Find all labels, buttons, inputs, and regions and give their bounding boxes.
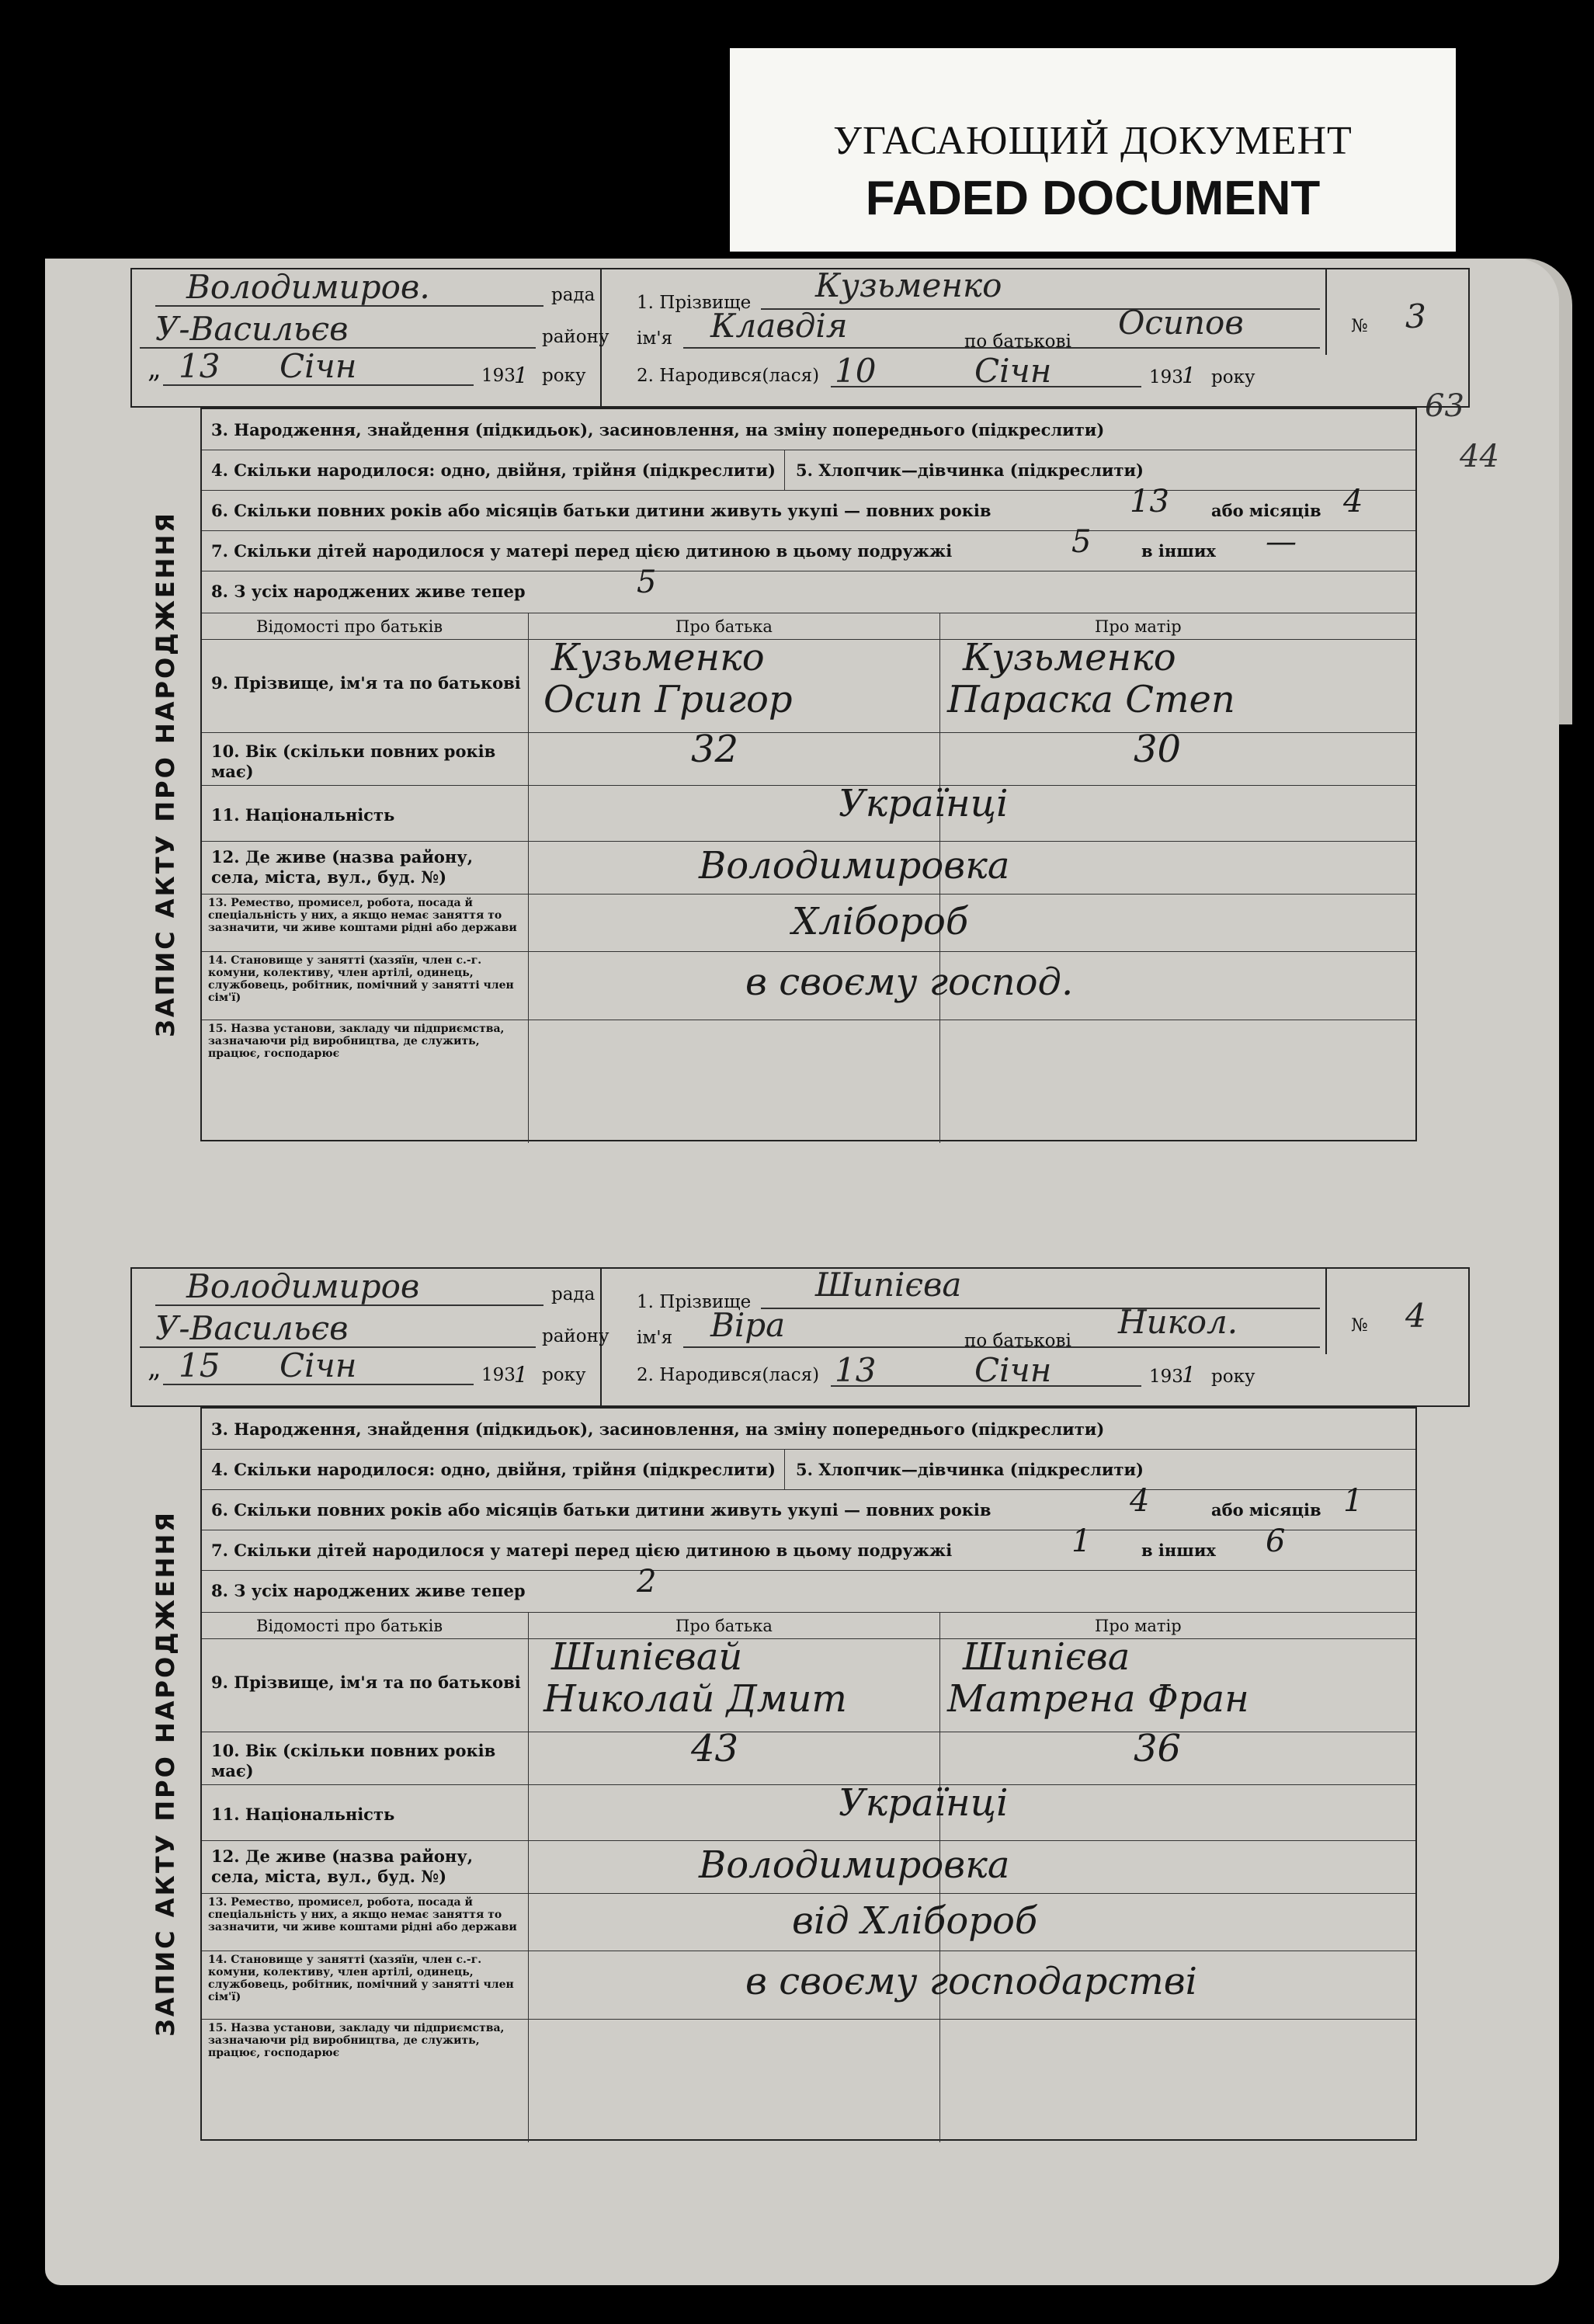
born-label: 2. Народився(лася) [637, 1365, 820, 1385]
raion-label: району [542, 1326, 609, 1346]
raion-label: району [542, 327, 609, 347]
child-patronymic: Осипов [1118, 304, 1244, 342]
rada-value: Володимиров [186, 1267, 420, 1305]
q7-label: 7. Скільки дітей народилося у матері перед цією дитиною в цьому подружжі [211, 1541, 953, 1560]
q10-label: 10. Вік (скільки повних років має) [211, 742, 496, 781]
patronymic-label: по батькові [964, 332, 1071, 352]
record-number: 3 [1405, 297, 1426, 335]
q5-label: 5. Хлопчик—дівчинка (підкреслити) [796, 460, 1144, 480]
patronymic-label: по батькові [964, 1331, 1071, 1351]
q11-label: 11. Національність [211, 1805, 395, 1824]
born-year-label: року [1211, 367, 1255, 387]
child-patronymic: Никол. [1118, 1303, 1238, 1341]
birth-record-2 [130, 1267, 1470, 2156]
side-title: ЗАПИС АКТУ ПРО НАРОДЖЕННЯ [151, 511, 180, 1037]
col-father: Про батька [675, 617, 773, 636]
reg-year-label: року [542, 366, 586, 386]
mother-name: Матрена Фран [947, 1677, 1249, 1721]
rada-label: рада [551, 1284, 596, 1304]
corner-note-2: 44 [1460, 439, 1499, 474]
child-surname: Кузьменко [815, 266, 1002, 304]
q5-label: 5. Хлопчик—дівчинка (підкреслити) [796, 1460, 1144, 1479]
record-header: Володимиров. рада У-Васильєв району „ 13 Січн 193 1 року 1. Прізвище Кузьменко ім'я Клавдія по батькові Осипов 2. Народився(лася) 10 Січн 193 1 року № 3 [130, 268, 1470, 408]
father-age: 43 [691, 1727, 739, 1770]
col-mother: Про матір [1095, 617, 1182, 636]
reg-year-prefix: 193 [481, 1365, 516, 1385]
corner-note-1: 63 [1425, 388, 1464, 424]
q6-years: 4 [1130, 1483, 1150, 1519]
born-year-prefix: 193 [1149, 367, 1183, 387]
q10-label: 10. Вік (скільки повних років має) [211, 1741, 496, 1780]
reg-year-label: року [542, 1365, 586, 1385]
record-body [200, 408, 1417, 1141]
born-label: 2. Народився(лася) [637, 366, 820, 386]
position: в своєму господ. [745, 961, 1074, 1004]
q13-label: 13. Ремество, промисел, робота, посада й спеціальність у них, а якщо немає заняття то зазначити, чи живе коштами рідні або держави [208, 897, 517, 934]
q7-label: 7. Скільки дітей народилося у матері перед цією дитиною в цьому подружжі [211, 541, 953, 561]
q6b-label: або місяців [1211, 1500, 1321, 1520]
reg-year-prefix: 193 [481, 366, 516, 386]
col-parents-info: Відомості про батьків [256, 1617, 443, 1635]
mother-name: Параска Степ [947, 678, 1235, 721]
born-month: Січн [974, 352, 1052, 390]
q8-label: 8. З усіх народжених живе тепер [211, 1581, 526, 1600]
child-surname: Шипієва [815, 1266, 962, 1304]
q12-label: 12. Де живе (назва району, села, міста, вул., буд. №) [211, 847, 474, 887]
stamp-english: FADED DOCUMENT [865, 172, 1321, 225]
q6-label: 6. Скільки повних років або місяців батьки дитини живуть укупі — повних років [211, 1500, 991, 1520]
child-name: Віра [710, 1306, 786, 1344]
record-number: 4 [1405, 1297, 1426, 1335]
child-name: Клавдія [710, 307, 848, 345]
reg-date-day: 13 [179, 347, 221, 385]
col-mother: Про матір [1095, 1617, 1182, 1635]
q4-label: 4. Скільки народилося: одно, двійня, трійня (підкреслити) [211, 460, 776, 480]
mother-surname: Шипієва [963, 1635, 1130, 1679]
surname-label: 1. Прізвище [637, 1292, 752, 1312]
q15-label: 15. Назва установи, закладу чи підприємства, зазначаючи рід виробництва, де служить, працює, господарює [208, 2022, 505, 2059]
faded-document-stamp [730, 48, 1456, 252]
q3-label: 3. Народження, знайдення (підкидьок), засиновлення, на зміну попереднього (підкреслити) [211, 1419, 1105, 1439]
record-body [200, 1407, 1417, 2141]
q12-label: 12. Де живе (назва району, села, міста, вул., буд. №) [211, 1846, 474, 1886]
stamp-russian: УГАСАЮЩИЙ ДОКУМЕНТ [833, 119, 1353, 163]
q3-label: 3. Народження, знайдення (підкидьок), засиновлення, на зміну попереднього (підкреслити) [211, 420, 1105, 439]
father-surname: Шипієвай [551, 1635, 743, 1679]
q14-label: 14. Становище у занятті (хазяїн, член с.-г. комуни, колективу, член артілі, одинець, службовець, робітник, помічний у занятті член сім'ї) [208, 954, 514, 1004]
born-year-label: року [1211, 1367, 1255, 1387]
q7-other: — [1266, 524, 1297, 560]
q6-months: 4 [1343, 484, 1363, 519]
q7-this-marriage: 5 [1071, 524, 1092, 560]
q6b-label: або місяців [1211, 501, 1321, 520]
q8-alive: 5 [637, 564, 657, 600]
reg-date-month: Січн [280, 1346, 357, 1384]
born-year-prefix: 193 [1149, 1367, 1183, 1387]
father-age: 32 [691, 728, 739, 771]
father-name: Николай Дмит [543, 1677, 847, 1721]
q6-label: 6. Скільки повних років або місяців батьки дитини живуть укупі — повних років [211, 501, 991, 520]
rada-value: Володимиров. [186, 268, 430, 306]
mother-surname: Кузьменко [963, 636, 1176, 679]
q6-years: 13 [1130, 484, 1169, 519]
reg-date-month: Січн [280, 347, 357, 385]
birth-record-1 [130, 268, 1470, 1157]
father-name: Осип Григор [543, 678, 793, 721]
occupation: від Хлібороб [792, 1899, 1038, 1943]
born-day: 10 [835, 352, 877, 390]
q14-label: 14. Становище у занятті (хазяїн, член с.-г. комуни, колективу, член артілі, одинець, службовець, робітник, помічний у занятті член сім'ї) [208, 1954, 514, 2003]
surname-label: 1. Прізвище [637, 293, 752, 313]
q7-this-marriage: 1 [1071, 1523, 1092, 1559]
q7b-label: в інших [1141, 1541, 1216, 1560]
born-day: 13 [835, 1351, 877, 1389]
father-surname: Кузьменко [551, 636, 765, 679]
residence: Володимировка [699, 844, 1010, 888]
nationality: Українці [839, 782, 1009, 825]
q15-label: 15. Назва установи, закладу чи підприємства, зазначаючи рід виробництва, де служить, працює, господарює [208, 1023, 505, 1060]
q6-months: 1 [1343, 1483, 1363, 1519]
side-title: ЗАПИС АКТУ ПРО НАРОДЖЕННЯ [151, 1510, 180, 2037]
col-parents-info: Відомості про батьків [256, 617, 443, 636]
q8-label: 8. З усіх народжених живе тепер [211, 582, 526, 601]
rada-label: рада [551, 285, 596, 305]
name-label: ім'я [637, 1328, 673, 1348]
mother-age: 30 [1134, 728, 1182, 771]
mother-age: 36 [1134, 1727, 1182, 1770]
col-father: Про батька [675, 1617, 773, 1635]
number-label: № [1351, 316, 1368, 336]
occupation: Хлібороб [792, 900, 969, 943]
q13-label: 13. Ремество, промисел, робота, посада й спеціальність у них, а якщо немає заняття то зазначити, чи живе коштами рідні або держави [208, 1896, 517, 1933]
record-header: Володимиров рада У-Васильєв району „ 15 Січн 193 1 року 1. Прізвище Шипієва ім'я Віра по батькові Никол. 2. Народився(лася) 13 Січн 193 1 року № 4 [130, 1267, 1470, 1407]
name-label: ім'я [637, 328, 673, 349]
nationality: Українці [839, 1781, 1009, 1825]
q4-label: 4. Скільки народилося: одно, двійня, трійня (підкреслити) [211, 1460, 776, 1479]
q7b-label: в інших [1141, 541, 1216, 561]
reg-date-day: 15 [179, 1346, 221, 1384]
raion-value: У-Васильєв [155, 310, 349, 348]
q11-label: 11. Національність [211, 805, 395, 825]
q9-label: 9. Прізвище, ім'я та по батькові [211, 673, 521, 693]
q9-label: 9. Прізвище, ім'я та по батькові [211, 1673, 521, 1692]
position: в своєму господарстві [745, 1960, 1197, 2003]
residence: Володимировка [699, 1843, 1010, 1887]
q7-other: 6 [1266, 1523, 1286, 1559]
number-label: № [1351, 1315, 1368, 1336]
q8-alive: 2 [637, 1564, 657, 1600]
raion-value: У-Васильєв [155, 1309, 349, 1347]
born-month: Січн [974, 1351, 1052, 1389]
